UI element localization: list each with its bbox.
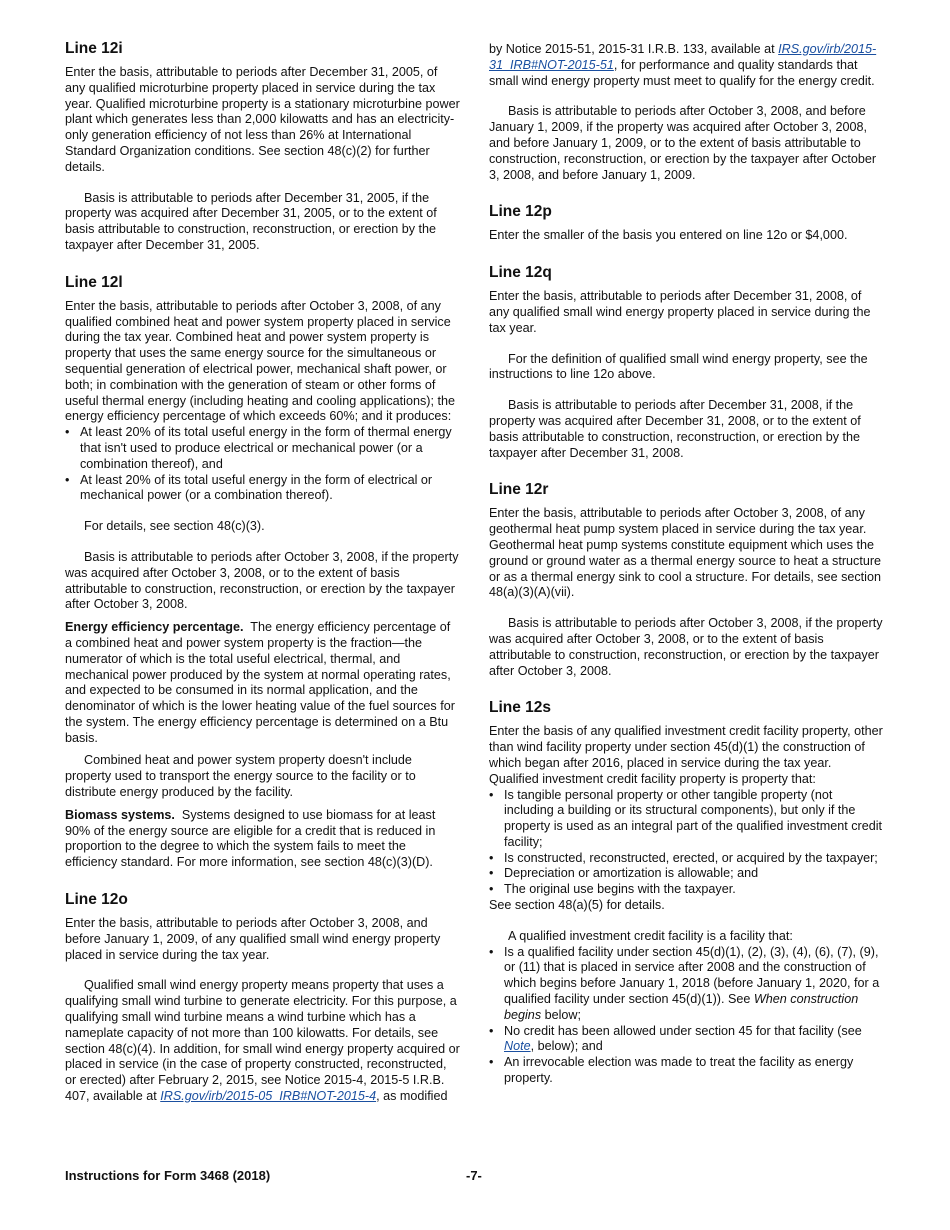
right-column: [489, 42, 884, 1087]
bullet-item: • At least 20% of its total useful energy in the form of thermal energy that isn't used to produce electrical or mechanical power (or a combination thereof), and: [65, 425, 452, 471]
bullet-item: • At least 20% of its total useful energy in the form of electrical or mechanical power (or a combination thereof).: [65, 472, 433, 503]
page-number: -7-: [466, 1168, 482, 1183]
left-column: [65, 40, 460, 1105]
irs-notice-2015-4-link[interactable]: IRS.gov/irb/2015-05_IRB#NOT-2015-4: [160, 1089, 377, 1104]
bullet-icon: •: [489, 1055, 494, 1070]
paragraph: Enter the basis of any qualified investment credit facility property, other than wind facility property under section 45(d)(1) the construction of which began after 2016, placed in service during the tax year. Qualified investment credit facility property is property that:: [489, 724, 883, 786]
paragraph: See section 48(a)(5) for details.: [489, 898, 665, 913]
paragraph: Basis is attributable to periods after October 3, 2008, if the property was acquired after October 3, 2008, or to the extent of basis attributable to construction, reconstruction, or erection by the taxpayer after October 3, 2008.: [65, 549, 459, 612]
paragraph-energy-efficiency: Energy efficiency percentage. The energy efficiency percentage of a combined heat and power system property is the fraction—the numerator of which is the total useful electrical, thermal, and mechanical power produced by the system at normal operating rates, and expected to be consumed in its normal application, and the denominator of which is the lower heating value of the fuel sources for the system. The energy efficiency percentage is determined on a Btu basis.: [65, 620, 455, 745]
paragraph: Basis is attributable to periods after December 31, 2008, if the property was acquired after December 31, 2008, or to the extent of basis attributable to construction, reconstruction, or erection by the taxpayer after December 31, 2008.: [489, 398, 861, 460]
paragraph: Enter the basis, attributable to periods after December 31, 2005, of any qualified microturbine property placed in service during the tax year. Qualified microturbine property is a stationary microturbine power plant which generates less than 2,000 kilowatts and has an electricity-only generation efficiency of not less than 26% at International Standard Organization conditions. See section 48(c)(2) for further details.: [65, 65, 460, 174]
bullet-icon: •: [65, 472, 70, 487]
bullet-item: • An irrevocable election was made to treat the facility as energy property.: [489, 1055, 854, 1086]
irs-notice-2015-51-link[interactable]: IRS.gov/irb/2015-31_IRB#NOT-2015-51: [489, 42, 877, 72]
paragraph: Enter the basis, attributable to periods after October 3, 2008, of any geothermal heat pump system placed in service during the tax year. Geothermal heat pump systems constitute equipment which uses the ground or ground water as a thermal energy source to heat a structure or as a thermal energy sink to cool a structure. For details, see section 48(a)(3)(A)(vii).: [489, 506, 882, 600]
heading-line-12o: Line 12o: [65, 891, 128, 909]
italic-reference: When construction begins: [504, 992, 859, 1022]
heading-line-12p: Line 12p: [489, 203, 552, 221]
heading-line-12s: Line 12s: [489, 699, 552, 717]
bullet-item: • Is constructed, reconstructed, erected, or acquired by the taxpayer;: [489, 850, 878, 865]
note-link[interactable]: Note: [504, 1039, 531, 1054]
heading-line-12l: Line 12l: [65, 273, 123, 291]
paragraph: Enter the smaller of the basis you entered on line 12o or $4,000.: [489, 228, 848, 243]
paragraph: Basis is attributable to periods after October 3, 2008, if the property was acquired after October 3, 2008, or to the extent of basis attributable to construction, reconstruction, or erection by the taxpayer after October 3, 2008.: [489, 616, 883, 678]
bullet-item: • Is a qualified facility under section 45(d)(1), (2), (3), (4), (6), (7), (9), or (11) that is placed in service after 2008 and the construction of which begins before January 1, 2018 (before January 1, 2020, for a qualified facility under section 45(d)(1)). See When construction begins below;: [489, 944, 880, 1022]
bullet-item: • No credit has been allowed under section 45 for that facility (see Note, below); and: [489, 1023, 862, 1054]
bullet-item: • Is tangible personal property or other tangible property (not including a building or its structural components), but only if the property is used as an integral part of the qualified investment credit facility;: [489, 787, 883, 849]
bullet-icon: •: [489, 787, 494, 802]
paragraph: A qualified investment credit facility is a facility that:: [508, 928, 793, 943]
heading-line-12r: Line 12r: [489, 481, 549, 499]
heading-line-12i: Line 12i: [65, 40, 123, 57]
paragraph: Enter the basis, attributable to periods after October 3, 2008, and before January 1, 2009, of any qualified small wind energy property placed in service during the tax year.: [65, 916, 441, 962]
paragraph: For details, see section 48(c)(3).: [84, 519, 265, 534]
paragraph: Enter the basis, attributable to periods after October 3, 2008, of any qualified combined heat and power system property placed in service during the tax year. Combined heat and power system property is property that uses the same energy source for the simultaneous or sequential generation of electrical power, mechanical shaft power, or both; in combination with the generation of steam or other forms of useful thermal energy (including heating and cooling applications); the energy efficiency percentage of which exceeds 60%; and it produces:: [65, 298, 455, 424]
bullet-icon: •: [489, 850, 494, 865]
run-in-heading: Biomass systems.: [65, 807, 175, 822]
paragraph: Qualified small wind energy property means property that uses a qualifying small wind turbine to generate electricity. For this purpose, a qualifying small wind turbine means a wind turbine which has a nameplate capacity of not more than 100 kilowatts. For details, see section 48(c)(4). In addition, for small wind energy property acquired or placed in service (in the case of property constructed, reconstructed, or erected) after February 2, 2015, see Notice 2015-4, 2015-5 I.R.B. 407, available at IRS.gov/irb/2015-05_IRB#NOT-2015-4, as modified: [65, 978, 460, 1104]
paragraph: by Notice 2015-51, 2015-31 I.R.B. 133, available at IRS.gov/irb/2015-31_IRB#NOT-2015-51, for performance and quality standards that small wind energy property must meet to qualify for the energy credit.: [489, 42, 877, 88]
bullet-item: • Depreciation or amortization is allowable; and: [489, 866, 759, 881]
bullet-item: • The original use begins with the taxpayer.: [489, 882, 736, 897]
paragraph: For the definition of qualified small wind energy property, see the instructions to line 12o above.: [489, 351, 868, 382]
paragraph-biomass: Biomass systems. Systems designed to use biomass for at least 90% of the energy source are eligible for a credit that is reduced in proportion to the degree to which the system fails to meet the efficiency standard. For more information, see section 48(c)(3)(D).: [65, 807, 436, 870]
bullet-icon: •: [65, 425, 70, 440]
bullet-icon: •: [489, 882, 494, 897]
paragraph: Basis is attributable to periods after October 3, 2008, and before January 1, 2009, if the property was acquired after October 3, 2008, and before January 1, 2009, or to the extent of basis attributable to construction, reconstruction, or erection by the taxpayer after October 3, 2008, and before January 1, 2009.: [489, 104, 877, 182]
paragraph: Basis is attributable to periods after December 31, 2005, if the property was acquired after December 31, 2005, or to the extent of basis attributable to construction, reconstruction, or erection by the taxpayer after December 31, 2005.: [65, 190, 437, 252]
bullet-icon: •: [489, 866, 494, 881]
heading-line-12q: Line 12q: [489, 264, 552, 282]
run-in-heading: Energy efficiency percentage.: [65, 620, 244, 635]
paragraph: Combined heat and power system property doesn't include property used to transport the energy source to the facility or to distribute energy produced by the facility.: [65, 753, 416, 800]
paragraph: Enter the basis, attributable to periods after December 31, 2008, of any qualified small wind energy property placed in service during the tax year.: [489, 289, 871, 335]
footer-form-title: Instructions for Form 3468 (2018): [65, 1168, 271, 1183]
bullet-icon: •: [489, 1023, 494, 1038]
bullet-icon: •: [489, 944, 494, 959]
